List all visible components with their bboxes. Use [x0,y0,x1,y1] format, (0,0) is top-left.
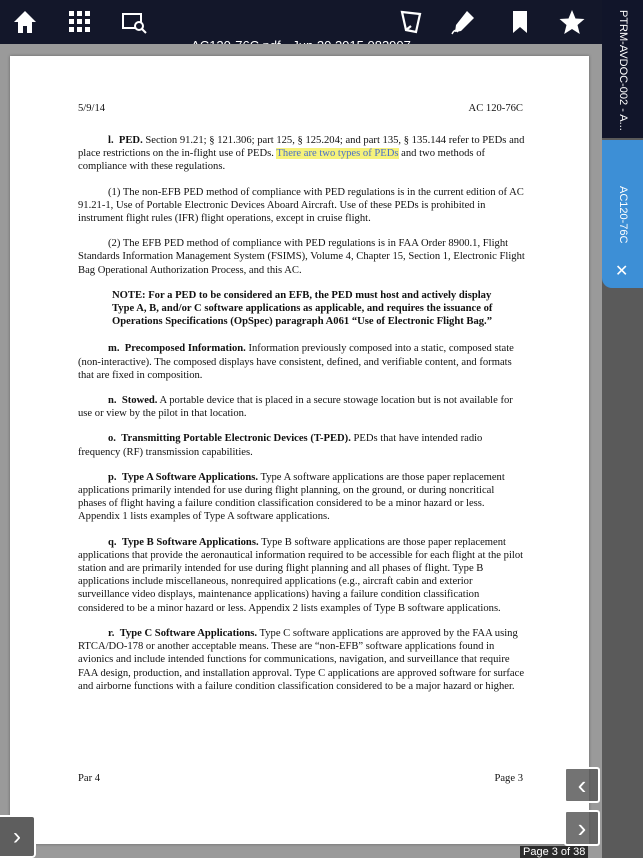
paragraph-r: r. Type C Software Applications. Type C software applications are approved by the FAA using RTCA/DO-178 or another acceptable means. These are “non-EFB” software applications found in avionics and include intended functions for communications, navigation, and surveillance that require FAA design, production, and installation approval. Type C applications are approved software for surface and airborne functions with a failure condition classification considered to be a major hazard or higher. [78,627,525,692]
tab-ac120-label: AC120-76C [617,186,629,244]
expand-panel-button[interactable]: › [0,815,36,858]
grid-icon[interactable] [63,5,97,39]
paragraph-l-2: (2) The EFB PED method of compliance with PED regulations is in FAA Order 8900.1, Flight Standards Information Management System (FSIMS), Volume 4, Chapter 15, Section 1, Electronic Flight Bag Operational Authorization Process, and this AC. [78,238,525,276]
paragraph-m: m. Precomposed Information. Information previously composed into a static, composed state (non-interactive). The composed displays have consistent, defined, and verifiable content, and formats that are fixed in composition. [78,343,514,381]
pdf-viewer[interactable] [0,44,602,858]
home-icon[interactable] [8,5,42,39]
paragraph-n: n. Stowed. A portable device that is placed in a secure stowage location but is not available for use or view by the pilot in that location. [78,395,513,420]
pen-icon[interactable] [446,5,480,39]
close-icon[interactable]: ✕ [615,263,629,280]
header-date: 5/9/14 [78,103,106,114]
next-page-button[interactable]: › [564,810,600,846]
pdf-page [10,56,589,844]
bookmark-icon[interactable] [503,5,537,39]
tab-ac120-76c[interactable] [602,140,643,288]
search-page-icon[interactable] [117,5,151,39]
paragraph-o: o. Transmitting Portable Electronic Devices (T-PED). PEDs that have intended radio frequency (RF) transmission capabilities. [78,433,483,458]
paragraph-l-1: (1) The non-EFB PED method of compliance with PED regulations is in the current edition of AC 91.21-1, Use of Portable Electronic Devices Aboard Aircraft. Use of these PEDs is prohibited in instrument flight rules (IFR) flight operations, except in cruise flight. [78,186,524,225]
footer-page: Page 3 [494,773,523,784]
tab-ptrm-avdoc[interactable] [602,0,643,138]
page-body [78,134,525,705]
document-tabs-sidebar [602,0,643,858]
footer-par: Par 4 [78,773,101,784]
paragraph-p: p. Type A Software Applications. Type A software applications are those paper replacement applications primarily intended for use during flight planning, on the ground, or during noncritical phases of flight having a failure condition classification considered to be a minor hazard or less. Appendix 1 lists examples of Type A software applications. [78,471,505,523]
paragraph-l: l. PED. Section 91.21; § 121.306; part 125, § 125.204; and part 135, § 135.144 refer to PEDs and place restrictions on the in-flight use of PEDs. There are two types of PEDs and two methods of compliance with these regulations. [78,135,525,173]
paragraph-q: q. Type B Software Applications. Type B software applications are those paper replacement applications that provide the aeronautical information required to be accessible for each flight at the pilot station and are primarily intended for use during flight planning and all phases of flight. Type B applications include miscellaneous, nonrequired applications (e.g., aircraft cabin and exterior surveillance video displays, maintenance applications) having a failure condition classification considered to be a minor hazard or less. Appendix 2 lists examples of Type B software applications. [78,536,524,614]
highlighted-text[interactable]: There are two types of PEDs [276,148,399,160]
top-toolbar [0,0,602,44]
tag-icon[interactable] [394,5,428,39]
tab-ptrm-label: PTRM-AVDOC-002 - A... [617,10,629,131]
previous-page-button[interactable]: ‹ [564,767,600,803]
note-block: NOTE: For a PED to be considered an EFB, the PED must host and actively display Type A, B, and/or C software applications as applicable, and requires the issuance of Operations Specifications (OpSpec) paragraph A061 “Use of Electronic Flight Bag.” [112,289,493,328]
page-indicator: Page 3 of 38 [520,846,588,858]
header-ac-number: AC 120-76C [468,103,523,114]
star-icon[interactable] [555,5,589,39]
